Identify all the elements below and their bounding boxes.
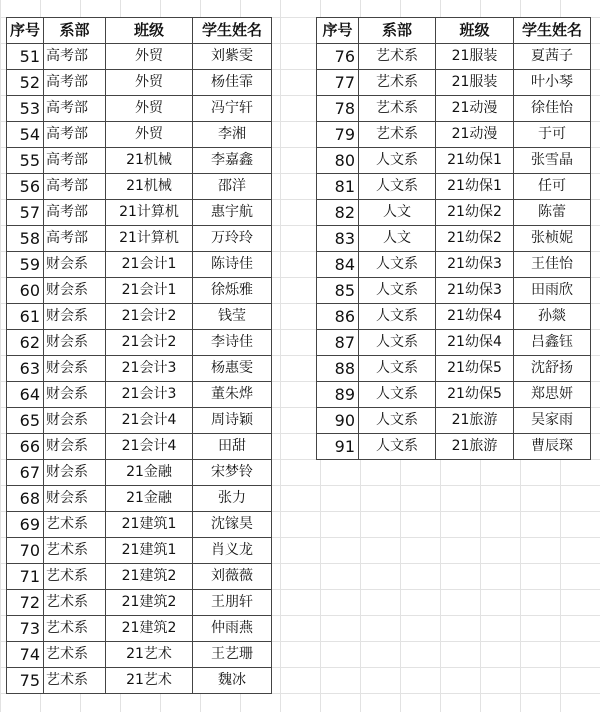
cell-class: 外贸 <box>106 70 193 96</box>
cell-department: 财会系 <box>44 252 106 278</box>
cell-class: 21幼保3 <box>436 278 514 304</box>
table-row <box>7 460 272 486</box>
cell-department: 高考部 <box>44 70 106 96</box>
cell-student-name: 吕鑫钰 <box>514 330 591 356</box>
cell-class: 21机械 <box>106 174 193 200</box>
cell-index: 59 <box>7 252 44 278</box>
cell-index: 80 <box>317 148 359 174</box>
table-row <box>317 174 591 200</box>
cell-student-name: 叶小琴 <box>514 70 591 96</box>
cell-class: 21机械 <box>106 148 193 174</box>
cell-index: 72 <box>7 590 44 616</box>
table-row <box>7 70 272 96</box>
table-row <box>7 668 272 694</box>
cell-department: 人文 <box>359 200 436 226</box>
cell-student-name: 王艺珊 <box>193 642 272 668</box>
cell-class: 21金融 <box>106 486 193 512</box>
cell-class: 21动漫 <box>436 96 514 122</box>
cell-class: 21会计3 <box>106 382 193 408</box>
cell-class: 21服装 <box>436 44 514 70</box>
cell-index: 62 <box>7 330 44 356</box>
cell-department: 艺术系 <box>359 96 436 122</box>
cell-student-name: 仲雨燕 <box>193 616 272 642</box>
cell-department: 艺术系 <box>359 122 436 148</box>
cell-department: 艺术系 <box>44 590 106 616</box>
cell-department: 艺术系 <box>44 616 106 642</box>
table-row <box>7 200 272 226</box>
student-table-left <box>6 17 272 694</box>
cell-student-name: 冯宁轩 <box>193 96 272 122</box>
cell-class: 21幼保4 <box>436 304 514 330</box>
cell-class: 外贸 <box>106 122 193 148</box>
table-row <box>317 96 591 122</box>
cell-index: 82 <box>317 200 359 226</box>
cell-department: 高考部 <box>44 174 106 200</box>
cell-department: 高考部 <box>44 148 106 174</box>
cell-student-name: 宋梦铃 <box>193 460 272 486</box>
cell-class: 21会计1 <box>106 252 193 278</box>
cell-index: 65 <box>7 408 44 434</box>
cell-department: 人文 <box>359 226 436 252</box>
header-student-name: 学生姓名 <box>193 18 272 44</box>
cell-class: 21金融 <box>106 460 193 486</box>
cell-department: 人文系 <box>359 408 436 434</box>
cell-student-name: 刘紫雯 <box>193 44 272 70</box>
cell-index: 51 <box>7 44 44 70</box>
cell-department: 财会系 <box>44 460 106 486</box>
cell-student-name: 魏冰 <box>193 668 272 694</box>
cell-index: 54 <box>7 122 44 148</box>
cell-index: 88 <box>317 356 359 382</box>
cell-student-name: 沈舒扬 <box>514 356 591 382</box>
cell-class: 21会计2 <box>106 304 193 330</box>
cell-student-name: 肖义龙 <box>193 538 272 564</box>
cell-index: 61 <box>7 304 44 330</box>
table-row <box>317 434 591 460</box>
table-row <box>7 226 272 252</box>
cell-department: 高考部 <box>44 44 106 70</box>
cell-class: 21幼保3 <box>436 252 514 278</box>
header-department: 系部 <box>359 18 436 44</box>
table-row <box>7 564 272 590</box>
cell-index: 73 <box>7 616 44 642</box>
cell-index: 58 <box>7 226 44 252</box>
cell-class: 21计算机 <box>106 226 193 252</box>
cell-student-name: 陈蕾 <box>514 200 591 226</box>
cell-student-name: 杨惠雯 <box>193 356 272 382</box>
cell-department: 财会系 <box>44 382 106 408</box>
table-row <box>7 330 272 356</box>
cell-index: 91 <box>317 434 359 460</box>
header-class: 班级 <box>436 18 514 44</box>
cell-department: 人文系 <box>359 304 436 330</box>
cell-index: 81 <box>317 174 359 200</box>
cell-department: 艺术系 <box>44 512 106 538</box>
table-row <box>317 200 591 226</box>
table-row <box>7 252 272 278</box>
cell-student-name: 郑思妍 <box>514 382 591 408</box>
cell-index: 63 <box>7 356 44 382</box>
table-row <box>7 382 272 408</box>
cell-class: 21建筑1 <box>106 538 193 564</box>
cell-index: 64 <box>7 382 44 408</box>
cell-class: 21艺术 <box>106 642 193 668</box>
table-row <box>7 174 272 200</box>
cell-class: 21幼保5 <box>436 382 514 408</box>
table-row <box>317 226 591 252</box>
cell-class: 21会计1 <box>106 278 193 304</box>
cell-department: 财会系 <box>44 356 106 382</box>
cell-student-name: 徐佳怡 <box>514 96 591 122</box>
cell-index: 83 <box>317 226 359 252</box>
cell-student-name: 杨佳霏 <box>193 70 272 96</box>
cell-class: 21旅游 <box>436 434 514 460</box>
cell-class: 21艺术 <box>106 668 193 694</box>
header-class: 班级 <box>106 18 193 44</box>
cell-class: 21幼保4 <box>436 330 514 356</box>
header-index: 序号 <box>7 18 44 44</box>
cell-student-name: 沈镓昊 <box>193 512 272 538</box>
table-row <box>7 356 272 382</box>
cell-student-name: 王佳怡 <box>514 252 591 278</box>
table-row <box>7 96 272 122</box>
cell-student-name: 周诗颖 <box>193 408 272 434</box>
cell-index: 90 <box>317 408 359 434</box>
cell-department: 人文系 <box>359 278 436 304</box>
table-row <box>7 616 272 642</box>
cell-class: 21幼保1 <box>436 148 514 174</box>
cell-department: 人文系 <box>359 252 436 278</box>
cell-index: 67 <box>7 460 44 486</box>
cell-index: 76 <box>317 44 359 70</box>
table-row <box>317 304 591 330</box>
table-row <box>317 70 591 96</box>
table-row <box>317 148 591 174</box>
header-student-name: 学生姓名 <box>514 18 591 44</box>
cell-student-name: 孙燚 <box>514 304 591 330</box>
cell-department: 财会系 <box>44 330 106 356</box>
cell-student-name: 李诗佳 <box>193 330 272 356</box>
cell-class: 21建筑2 <box>106 590 193 616</box>
cell-class: 21幼保5 <box>436 356 514 382</box>
cell-student-name: 张桢妮 <box>514 226 591 252</box>
cell-department: 财会系 <box>44 434 106 460</box>
cell-student-name: 钱莹 <box>193 304 272 330</box>
cell-class: 21会计3 <box>106 356 193 382</box>
cell-department: 人文系 <box>359 382 436 408</box>
cell-department: 财会系 <box>44 278 106 304</box>
cell-index: 53 <box>7 96 44 122</box>
cell-index: 79 <box>317 122 359 148</box>
table-row <box>7 512 272 538</box>
table-row <box>317 252 591 278</box>
cell-index: 71 <box>7 564 44 590</box>
cell-class: 21会计2 <box>106 330 193 356</box>
table-row <box>317 356 591 382</box>
table-row <box>317 122 591 148</box>
cell-department: 艺术系 <box>359 44 436 70</box>
cell-department: 人文系 <box>359 356 436 382</box>
header-index: 序号 <box>317 18 359 44</box>
cell-student-name: 于可 <box>514 122 591 148</box>
cell-index: 77 <box>317 70 359 96</box>
table-row <box>7 590 272 616</box>
cell-index: 78 <box>317 96 359 122</box>
table-row <box>7 434 272 460</box>
cell-student-name: 夏茜子 <box>514 44 591 70</box>
cell-student-name: 惠宇航 <box>193 200 272 226</box>
cell-student-name: 徐烁雅 <box>193 278 272 304</box>
cell-index: 75 <box>7 668 44 694</box>
cell-department: 高考部 <box>44 200 106 226</box>
cell-student-name: 张力 <box>193 486 272 512</box>
cell-index: 85 <box>317 278 359 304</box>
cell-class: 21会计4 <box>106 434 193 460</box>
table-row <box>317 330 591 356</box>
cell-index: 60 <box>7 278 44 304</box>
table-row <box>7 538 272 564</box>
cell-index: 68 <box>7 486 44 512</box>
cell-department: 艺术系 <box>44 642 106 668</box>
cell-class: 21幼保1 <box>436 174 514 200</box>
table-row <box>7 122 272 148</box>
cell-class: 外贸 <box>106 96 193 122</box>
table-row <box>317 278 591 304</box>
header-row <box>317 18 591 44</box>
cell-index: 66 <box>7 434 44 460</box>
cell-index: 55 <box>7 148 44 174</box>
cell-student-name: 王朋轩 <box>193 590 272 616</box>
cell-class: 21旅游 <box>436 408 514 434</box>
cell-student-name: 吴家雨 <box>514 408 591 434</box>
table-row <box>7 44 272 70</box>
cell-class: 21动漫 <box>436 122 514 148</box>
cell-class: 21计算机 <box>106 200 193 226</box>
cell-student-name: 李湘 <box>193 122 272 148</box>
student-table-right <box>316 17 591 460</box>
cell-index: 89 <box>317 382 359 408</box>
cell-student-name: 曹辰琛 <box>514 434 591 460</box>
cell-index: 52 <box>7 70 44 96</box>
table-row <box>317 408 591 434</box>
cell-class: 外贸 <box>106 44 193 70</box>
cell-class: 21服装 <box>436 70 514 96</box>
table-row <box>7 408 272 434</box>
cell-class: 21会计4 <box>106 408 193 434</box>
header-department: 系部 <box>44 18 106 44</box>
table-row <box>7 278 272 304</box>
table-row <box>7 304 272 330</box>
cell-index: 84 <box>317 252 359 278</box>
cell-student-name: 刘薇薇 <box>193 564 272 590</box>
cell-student-name: 陈诗佳 <box>193 252 272 278</box>
cell-department: 高考部 <box>44 122 106 148</box>
cell-department: 艺术系 <box>44 668 106 694</box>
cell-department: 财会系 <box>44 408 106 434</box>
header-row <box>7 18 272 44</box>
cell-student-name: 邵洋 <box>193 174 272 200</box>
cell-department: 财会系 <box>44 304 106 330</box>
cell-department: 高考部 <box>44 96 106 122</box>
cell-class: 21幼保2 <box>436 200 514 226</box>
cell-department: 艺术系 <box>359 70 436 96</box>
cell-class: 21建筑2 <box>106 616 193 642</box>
cell-student-name: 董朱烨 <box>193 382 272 408</box>
cell-department: 艺术系 <box>44 538 106 564</box>
cell-index: 69 <box>7 512 44 538</box>
cell-index: 87 <box>317 330 359 356</box>
cell-department: 财会系 <box>44 486 106 512</box>
table-row <box>7 642 272 668</box>
cell-department: 人文系 <box>359 330 436 356</box>
cell-student-name: 田甜 <box>193 434 272 460</box>
cell-index: 70 <box>7 538 44 564</box>
cell-student-name: 田雨欣 <box>514 278 591 304</box>
cell-department: 人文系 <box>359 174 436 200</box>
cell-index: 74 <box>7 642 44 668</box>
cell-class: 21幼保2 <box>436 226 514 252</box>
cell-student-name: 张雪晶 <box>514 148 591 174</box>
cell-class: 21建筑1 <box>106 512 193 538</box>
cell-student-name: 李嘉鑫 <box>193 148 272 174</box>
cell-department: 人文系 <box>359 434 436 460</box>
table-row <box>7 486 272 512</box>
cell-student-name: 万玲玲 <box>193 226 272 252</box>
cell-student-name: 任可 <box>514 174 591 200</box>
cell-department: 人文系 <box>359 148 436 174</box>
cell-department: 艺术系 <box>44 564 106 590</box>
table-row <box>317 382 591 408</box>
table-row <box>7 148 272 174</box>
cell-department: 高考部 <box>44 226 106 252</box>
cell-index: 86 <box>317 304 359 330</box>
cell-class: 21建筑2 <box>106 564 193 590</box>
cell-index: 57 <box>7 200 44 226</box>
cell-index: 56 <box>7 174 44 200</box>
table-row <box>317 44 591 70</box>
